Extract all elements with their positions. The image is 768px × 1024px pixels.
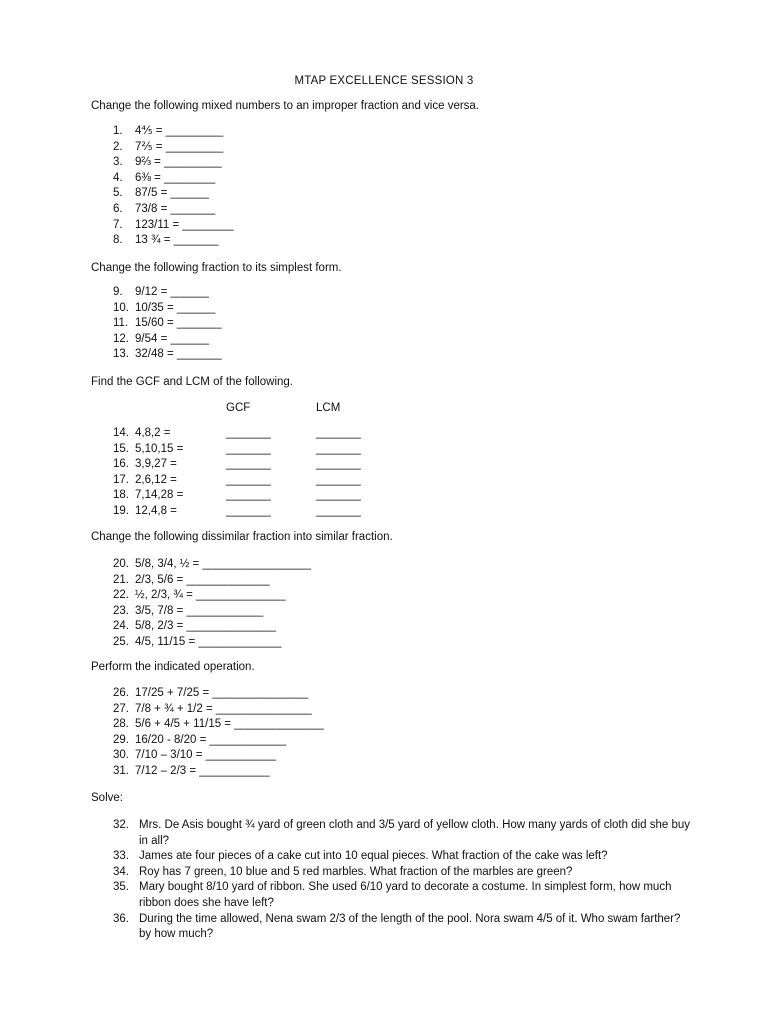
list-item: [113, 171, 234, 187]
item-text: 5/8, 2/3 = ______________: [135, 620, 277, 633]
item-number: 33.: [113, 850, 129, 863]
item-text: 16/20 - 8/20 = ____________: [135, 733, 287, 746]
item-number: 34.: [113, 865, 129, 878]
item-text: 4⅘ = _________: [135, 125, 224, 137]
gcf-blank[interactable]: _______: [226, 504, 271, 517]
item-text: 9/54 = ______: [135, 332, 209, 345]
section-1-list: [113, 124, 234, 249]
section-5-instruction: Perform the indicated operation.: [91, 661, 255, 673]
item-number: 22.: [113, 589, 129, 602]
item-text: 4/5, 11/15 = _____________: [135, 635, 282, 648]
item-text: 5,10,15 =: [135, 442, 184, 455]
item-text: 4,8,2 =: [135, 427, 171, 439]
item-number: 14.: [113, 427, 129, 439]
item-number: 3.: [113, 156, 123, 169]
section-3-instruction: Find the GCF and LCM of the following.: [91, 376, 293, 388]
lcm-blank[interactable]: _______: [316, 442, 361, 455]
section-2-instruction: Change the following fraction to its simplest form.: [91, 262, 342, 274]
list-item: [113, 124, 234, 140]
item-number: 5.: [113, 187, 123, 200]
list-item: [113, 733, 324, 749]
word-problem: [113, 865, 693, 881]
list-item: [113, 347, 222, 363]
section-6-instruction: Solve:: [91, 792, 123, 804]
list-item: [113, 619, 311, 635]
gcf-blank[interactable]: _______: [226, 473, 271, 486]
list-item: [113, 686, 324, 702]
list-item: [113, 748, 324, 764]
list-item: [113, 316, 222, 332]
item-text: 7,14,28 =: [135, 489, 184, 502]
list-item: [113, 301, 222, 317]
item-text: 15/60 = _______: [135, 317, 222, 330]
list-item: [113, 202, 234, 218]
item-text: 2,6,12 =: [135, 473, 177, 486]
list-item: [113, 557, 311, 573]
item-number: 15.: [113, 442, 129, 455]
list-item: [113, 764, 324, 780]
item-number: 28.: [113, 718, 129, 731]
item-number: 2.: [113, 140, 123, 153]
item-text: 123/11 = ________: [135, 218, 234, 231]
list-item: [113, 717, 324, 733]
item-number: 29.: [113, 733, 129, 746]
item-text: During the time allowed, Nena swam 2/3 of the length of the pool. Nora swam 4/5 of it. Who swam farther? by how much?: [139, 912, 681, 941]
item-text: Roy has 7 green, 10 blue and 5 red marbles. What fraction of the marbles are green?: [139, 865, 573, 878]
item-number: 7.: [113, 218, 123, 231]
item-number: 36.: [113, 912, 129, 925]
list-item: [113, 442, 183, 458]
item-text: 10/35 = ______: [135, 301, 216, 314]
item-number: 27.: [113, 702, 129, 715]
item-text: ½, 2/3, ¾ = ______________: [135, 589, 286, 602]
item-number: 21.: [113, 573, 129, 586]
item-number: 20.: [113, 558, 129, 570]
list-item: [113, 457, 183, 473]
item-text: 7/10 – 3/10 = ___________: [135, 749, 277, 762]
item-text: 12,4,8 =: [135, 504, 177, 517]
section-5-list: [113, 686, 324, 780]
item-text: 73/8 = _______: [135, 202, 216, 215]
item-text: 3/5, 7/8 = ____________: [135, 604, 264, 617]
item-text: 32/48 = _______: [135, 348, 222, 361]
section-2-list: [113, 285, 222, 363]
item-text: 5/6 + 4/5 + 11/15 = ______________: [135, 718, 324, 731]
item-text: 5/8, 3/4, ½ = _________________: [135, 558, 312, 570]
item-text: James ate four pieces of a cake cut into 10 equal pieces. What fraction of the cake was left?: [139, 850, 608, 863]
item-text: 7/12 – 2/3 = ___________: [135, 764, 270, 777]
item-number: 13.: [113, 348, 129, 361]
item-number: 18.: [113, 489, 129, 502]
lcm-blank[interactable]: _______: [316, 489, 361, 502]
lcm-blank[interactable]: _______: [316, 458, 361, 471]
item-text: 6⅜ = ________: [135, 171, 216, 184]
item-number: 26.: [113, 687, 129, 699]
list-item: [113, 155, 234, 171]
list-item: [113, 285, 222, 301]
item-text: 3,9,27 =: [135, 458, 177, 471]
lcm-blank[interactable]: _______: [316, 427, 361, 439]
item-number: 4.: [113, 171, 123, 184]
section-4-list: [113, 557, 311, 651]
lcm-blank[interactable]: _______: [316, 473, 361, 486]
item-number: 19.: [113, 504, 129, 517]
section-4-instruction: Change the following dissimilar fraction into similar fraction.: [91, 531, 393, 543]
gcf-blank[interactable]: _______: [226, 489, 271, 502]
item-number: 32.: [113, 819, 129, 831]
list-item: [113, 573, 311, 589]
list-item: [113, 488, 183, 504]
item-text: 7⅖ = _________: [135, 140, 224, 153]
gcf-column-header: GCF: [226, 402, 251, 414]
word-problems-list: [113, 818, 693, 943]
item-text: 9⅔ = _________: [135, 156, 222, 169]
list-item: [113, 635, 311, 651]
item-number: 10.: [113, 301, 129, 314]
item-text: 9/12 = ______: [135, 286, 209, 298]
item-number: 25.: [113, 635, 129, 648]
list-item: [113, 588, 311, 604]
list-item: [113, 504, 183, 520]
lcm-blank[interactable]: _______: [316, 504, 361, 517]
list-item: [113, 186, 234, 202]
list-item: [113, 702, 324, 718]
list-item: [113, 604, 311, 620]
item-number: 1.: [113, 125, 123, 137]
item-text: 7/8 + ¾ + 1/2 = _______________: [135, 702, 312, 715]
item-number: 6.: [113, 202, 123, 215]
item-text: 87/5 = ______: [135, 187, 209, 200]
item-number: 8.: [113, 234, 123, 247]
item-number: 23.: [113, 604, 129, 617]
page-title: MTAP EXCELLENCE SESSION 3: [294, 75, 474, 87]
item-number: 35.: [113, 881, 129, 894]
gcf-blank[interactable]: _______: [226, 458, 271, 471]
section-1-instruction: Change the following mixed numbers to an improper fraction and vice versa.: [91, 100, 480, 112]
item-text: Mrs. De Asis bought ¾ yard of green cloth and 3/5 yard of yellow cloth. How many yards of cloth did she buy in all?: [139, 819, 691, 847]
word-problem: [113, 880, 693, 911]
word-problem: [113, 818, 693, 849]
item-number: 30.: [113, 749, 129, 762]
list-item: [113, 233, 234, 249]
gcf-blank[interactable]: _______: [226, 442, 271, 455]
section-3-list: [113, 426, 183, 520]
item-number: 31.: [113, 764, 129, 777]
item-number: 24.: [113, 620, 129, 633]
item-number: 12.: [113, 332, 129, 345]
gcf-answer-column: [226, 426, 271, 520]
list-item: [113, 140, 234, 156]
list-item: [113, 426, 183, 442]
list-item: [113, 473, 183, 489]
gcf-blank[interactable]: _______: [226, 427, 271, 439]
item-number: 9.: [113, 286, 123, 298]
item-text: 2/3, 5/6 = _____________: [135, 573, 270, 586]
item-number: 11.: [113, 317, 129, 330]
lcm-column-header: LCM: [316, 402, 341, 414]
word-problem: [113, 912, 693, 943]
lcm-answer-column: [316, 426, 361, 520]
list-item: [113, 218, 234, 234]
word-problem: [113, 849, 693, 865]
item-number: 17.: [113, 473, 129, 486]
item-number: 16.: [113, 458, 129, 471]
item-text: Mary bought 8/10 yard of ribbon. She used 6/10 yard to decorate a costume. In simplest form, how much ribbon does she have left?: [139, 881, 672, 909]
list-item: [113, 332, 222, 348]
item-text: 17/25 + 7/25 = _______________: [135, 687, 309, 699]
item-text: 13 ¾ = _______: [135, 234, 219, 247]
